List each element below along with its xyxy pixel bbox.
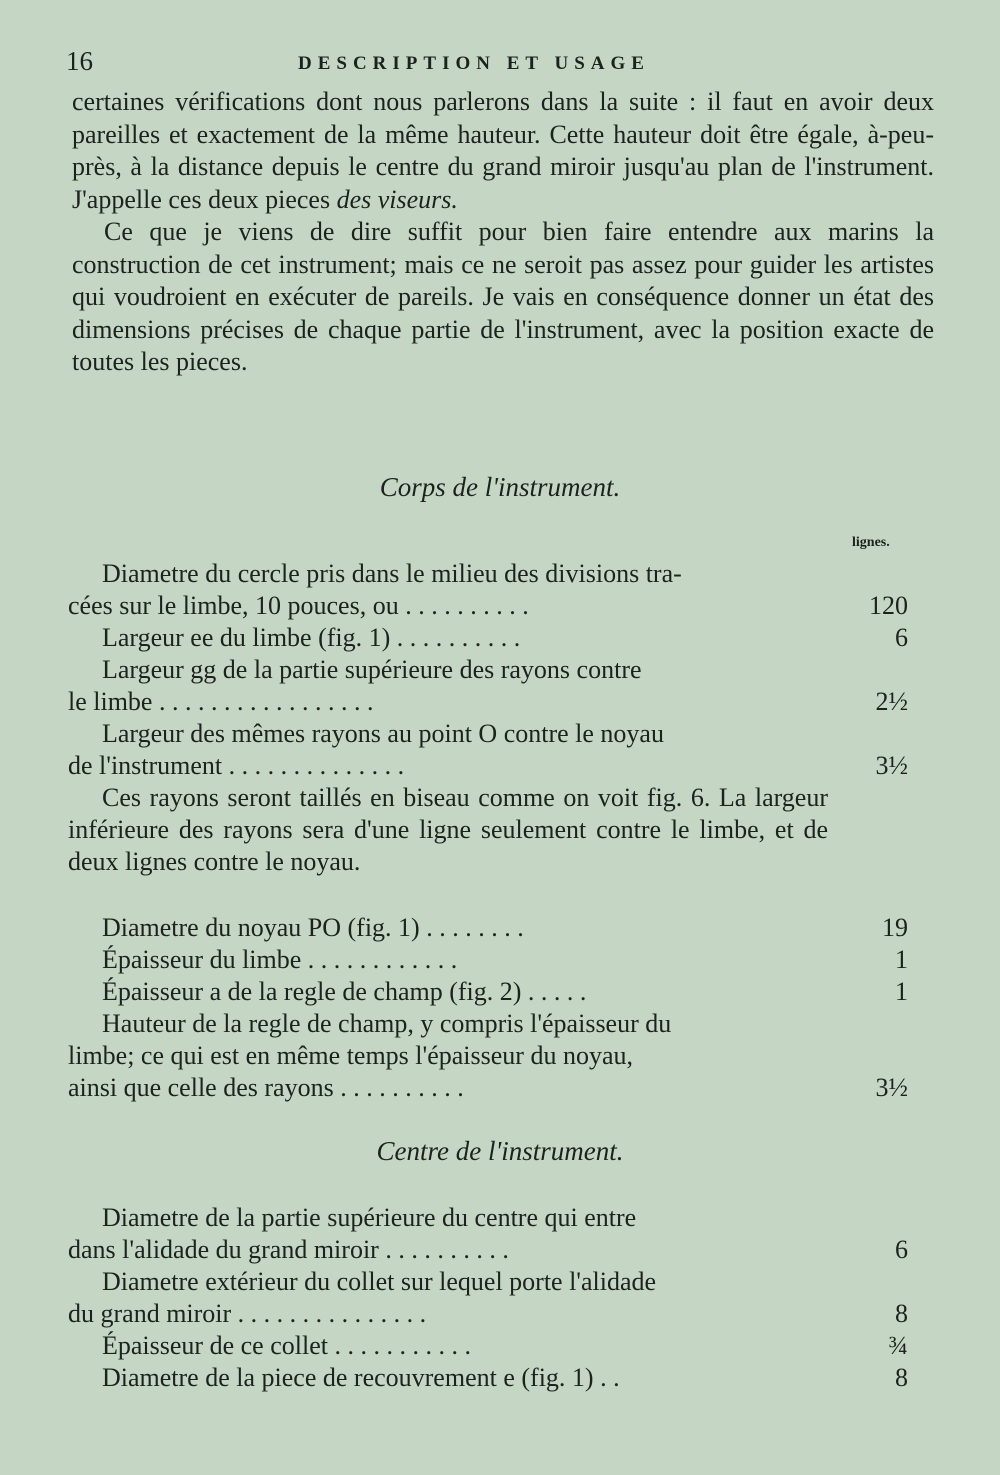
entry-value: 19 xyxy=(882,913,908,942)
entry-value: 1 xyxy=(895,977,908,1006)
entry-largeur-rayons-sup xyxy=(68,654,908,718)
entry-line: de l'instrument . . . . . . . . . . . . . . xyxy=(68,751,405,780)
entry-line: ainsi que celle des rayons . . . . . . . . . . xyxy=(68,1073,464,1102)
entry-value: 120 xyxy=(869,591,908,620)
section-title-centre: Centre de l'instrument. xyxy=(376,1136,624,1166)
entry-line: Largeur des mêmes rayons au point O contre le noyau xyxy=(102,719,664,748)
entry-line: Diametre extérieur du collet sur lequel porte l'alidade xyxy=(102,1267,657,1296)
intro-paragraph-2: Ce que je viens de dire suffit pour bien faire entendre aux marins la construction de cet instrument; mais ce ne seroit pas assez pour guider les artistes qui voudroient en exécuter de pareils. Je vais en conséquence donner un état des dimensions précises de chaque partie de l'instrument, avec la position exacte de toutes les pieces. xyxy=(72,217,934,376)
entry-value: 1 xyxy=(895,945,908,974)
entry-value: 6 xyxy=(895,1235,908,1264)
entry-epaisseur-regle xyxy=(68,976,908,1008)
entry-piece-recouvrement xyxy=(68,1362,908,1394)
intro-paragraph-1 xyxy=(72,86,934,216)
entry-value: 6 xyxy=(895,623,908,652)
entry-line: Épaisseur de ce collet . . . . . . . . . . . xyxy=(102,1331,471,1360)
entry-line: le limbe . . . . . . . . . . . . . . . . . xyxy=(68,687,374,716)
entry-diametre-cercle xyxy=(68,558,908,622)
entry-value: 8 xyxy=(895,1299,908,1328)
entry-largeur-limbe xyxy=(68,622,908,654)
entry-hauteur-regle xyxy=(68,1008,908,1104)
entry-line: Hauteur de la regle de champ, y compris l'épaisseur du xyxy=(102,1009,672,1038)
entry-largeur-rayons-noyau xyxy=(68,718,908,782)
entry-diametre-partie-superieure xyxy=(68,1202,908,1266)
entry-value: 3½ xyxy=(875,751,908,780)
intro-p1-text: certaines vérifications dont nous parlerons dans la suite : il faut en avoir deux pareilles et exactement de la même hauteur. Cette hauteur doit être égale, à-peu-près, à la distance depuis le centre du grand miroir jusqu'au plan de l'instrument. J'appelle ces deux pieces xyxy=(72,87,934,214)
entry-value: 3½ xyxy=(875,1073,908,1102)
unit-label: lignes. xyxy=(852,535,890,550)
entry-line: cées sur le limbe, 10 pouces, ou . . . . . . . . . . xyxy=(68,591,529,620)
section-title-corps: Corps de l'instrument. xyxy=(379,472,621,502)
running-title: DESCRIPTION ET USAGE xyxy=(298,53,650,74)
entry-value: 2½ xyxy=(875,687,908,716)
entry-line: Épaisseur du limbe . . . . . . . . . . . . xyxy=(102,945,458,974)
note-rayons: Ces rayons seront taillés en biseau comme on voit fig. 6. La largeur inférieure des rayons sera d'une ligne seulement contre le limbe, et de deux lignes contre le noyau. xyxy=(68,783,828,876)
entry-line: Largeur gg de la partie supérieure des rayons contre xyxy=(102,655,642,684)
entry-value: 8 xyxy=(895,1363,908,1392)
entry-line: Diametre du noyau PO (fig. 1) . . . . . . . . xyxy=(102,913,524,942)
intro-p1-emphasis: des viseurs. xyxy=(336,184,458,214)
page-header xyxy=(0,48,1000,78)
entry-line: Épaisseur a de la regle de champ (fig. 2) . . . . . xyxy=(102,977,587,1006)
entry-line: limbe; ce qui est en même temps l'épaisseur du noyau, xyxy=(68,1041,633,1070)
entry-line: Diametre de la piece de recouvrement e (fig. 1) . . xyxy=(102,1363,620,1392)
entry-epaisseur-collet xyxy=(68,1330,908,1362)
entry-line: Diametre de la partie supérieure du centre qui entre xyxy=(102,1203,637,1232)
entry-diametre-noyau xyxy=(68,912,908,944)
entry-line: Largeur ee du limbe (fig. 1) . . . . . . . . . . xyxy=(102,623,521,652)
entry-epaisseur-limbe xyxy=(68,944,908,976)
page-number: 16 xyxy=(66,46,93,76)
entry-line: du grand miroir . . . . . . . . . . . . . . . xyxy=(68,1299,427,1328)
entry-line: Diametre du cercle pris dans le milieu des divisions tra- xyxy=(102,559,682,588)
intro-text xyxy=(72,86,934,379)
entry-value: ¾ xyxy=(888,1331,908,1360)
entry-diametre-collet xyxy=(68,1266,908,1330)
entry-line: dans l'alidade du grand miroir . . . . . . . . . . xyxy=(68,1235,509,1264)
